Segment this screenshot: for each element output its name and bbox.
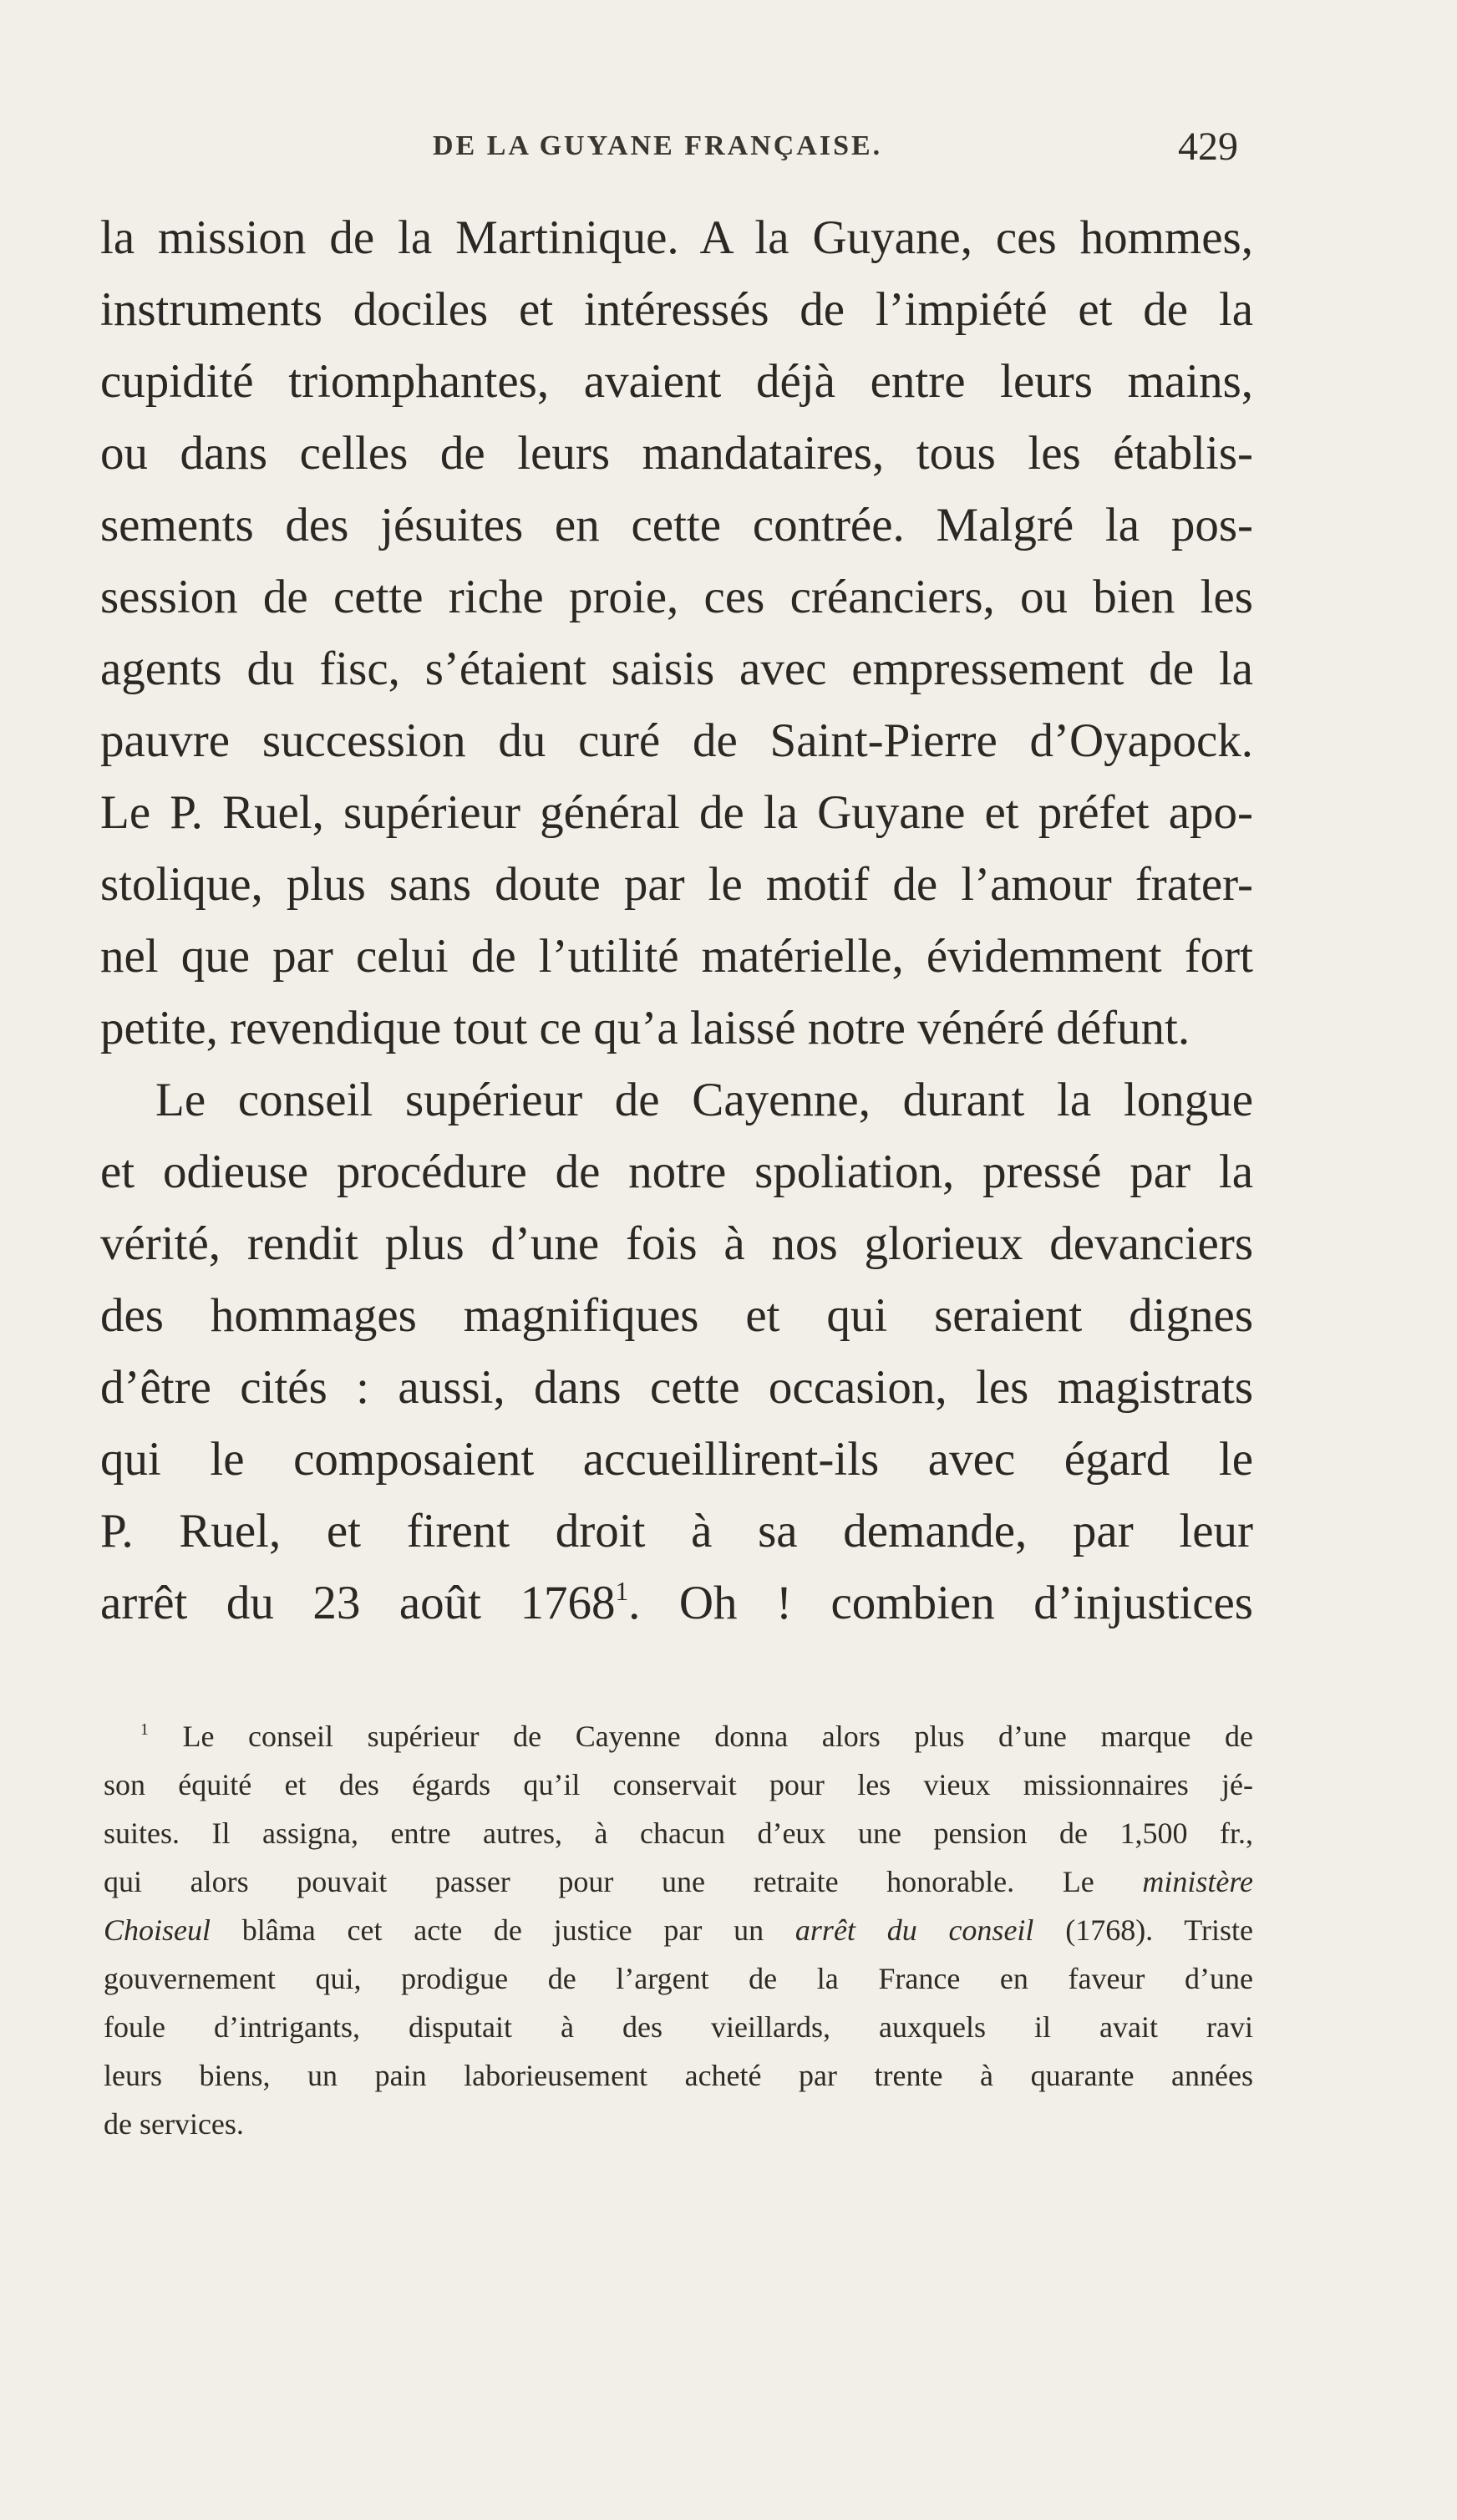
text-span: . Oh ! combien d’injustices <box>628 1577 1253 1629</box>
text-line: sements des jésuites en cette contrée. Malgré la pos- <box>100 499 1253 551</box>
text-line: petite, revendique tout ce qu’a laissé notre vénéré défunt. <box>100 1002 1190 1054</box>
text-line <box>100 1579 1253 1627</box>
text-span: Le conseil supérieur de Cayenne donna alors plus d’une marque de <box>182 1720 1254 1753</box>
footnote-line: son équité et des égards qu’il conservait pour les vieux missionnaires jé- <box>104 1768 1253 1801</box>
text-line: des hommages magnifiques et qui seraient dignes <box>100 1289 1253 1342</box>
footnote-line <box>104 1867 1253 1897</box>
text-line: la mission de la Martinique. A la Guyane, ces hommes, <box>100 211 1253 264</box>
text-line: cupidité triomphantes, avaient déjà entre leurs mains, <box>100 355 1253 408</box>
text-span: (1768). Triste <box>1033 1913 1253 1947</box>
text-span: arrêt du 23 août 1768 <box>100 1577 616 1629</box>
text-line: ou dans celles de leurs mandataires, tous les établis- <box>100 427 1253 480</box>
text-line: d’être cités : aussi, dans cette occasion, les magistrats <box>100 1361 1253 1414</box>
footnote-line: suites. Il assigna, entre autres, à chacun d’eux une pension de 1,500 fr., <box>104 1816 1253 1850</box>
footnote-line: foule d’intrigants, disputait à des vieillards, auxquels il avait ravi <box>104 2010 1253 2044</box>
footnote-line: leurs biens, un pain laborieusement acheté par trente à quarante années <box>104 2059 1253 2092</box>
footnote-reference: 1 <box>615 1577 629 1607</box>
text-span: qui alors pouvait passer pour une retraite honorable. Le <box>104 1865 1143 1898</box>
italic-span: ministère <box>1142 1865 1253 1898</box>
footnote-marker: 1 <box>140 1720 149 1740</box>
text-line: P. Ruel, et firent droit à sa demande, par leur <box>100 1505 1253 1557</box>
text-span: blâma cet acte de justice par un <box>211 1913 795 1947</box>
footnote-line: de services. <box>104 2107 244 2141</box>
text-line: Le P. Ruel, supérieur général de la Guyane et préfet apo- <box>100 786 1253 839</box>
text-line: instruments dociles et intéressés de l’impiété et de la <box>100 283 1253 336</box>
text-line: nel que par celui de l’utilité matérielle, évidemment fort <box>100 930 1253 983</box>
text-line: agents du fisc, s’étaient saisis avec empressement de la <box>100 643 1253 695</box>
italic-span: arrêt du conseil <box>794 1913 1034 1947</box>
italic-span: Choiseul <box>104 1913 211 1947</box>
text-line: et odieuse procédure de notre spoliation, pressé par la <box>100 1146 1253 1198</box>
running-title: DE LA GUYANE FRANÇAISE. <box>433 130 883 161</box>
text-line: stolique, plus sans doute par le motif de l’amour frater- <box>100 858 1253 911</box>
text-line: vérité, rendit plus d’une fois à nos glorieux devanciers <box>100 1217 1253 1270</box>
footnote-line: gouvernement qui, prodigue de l’argent de la France en faveur d’une <box>104 1962 1253 1995</box>
footnote-line <box>140 1721 1253 1751</box>
text-line: session de cette riche proie, ces créanciers, ou bien les <box>100 571 1253 623</box>
footnote-line <box>104 1915 1253 1945</box>
paragraph-start-line: Le conseil supérieur de Cayenne, durant la longue <box>155 1074 1253 1126</box>
page-number: 429 <box>1178 124 1238 169</box>
text-line: pauvre succession du curé de Saint-Pierre d’Oyapock. <box>100 714 1253 767</box>
text-line: qui le composaient accueillirent-ils avec égard le <box>100 1433 1253 1486</box>
